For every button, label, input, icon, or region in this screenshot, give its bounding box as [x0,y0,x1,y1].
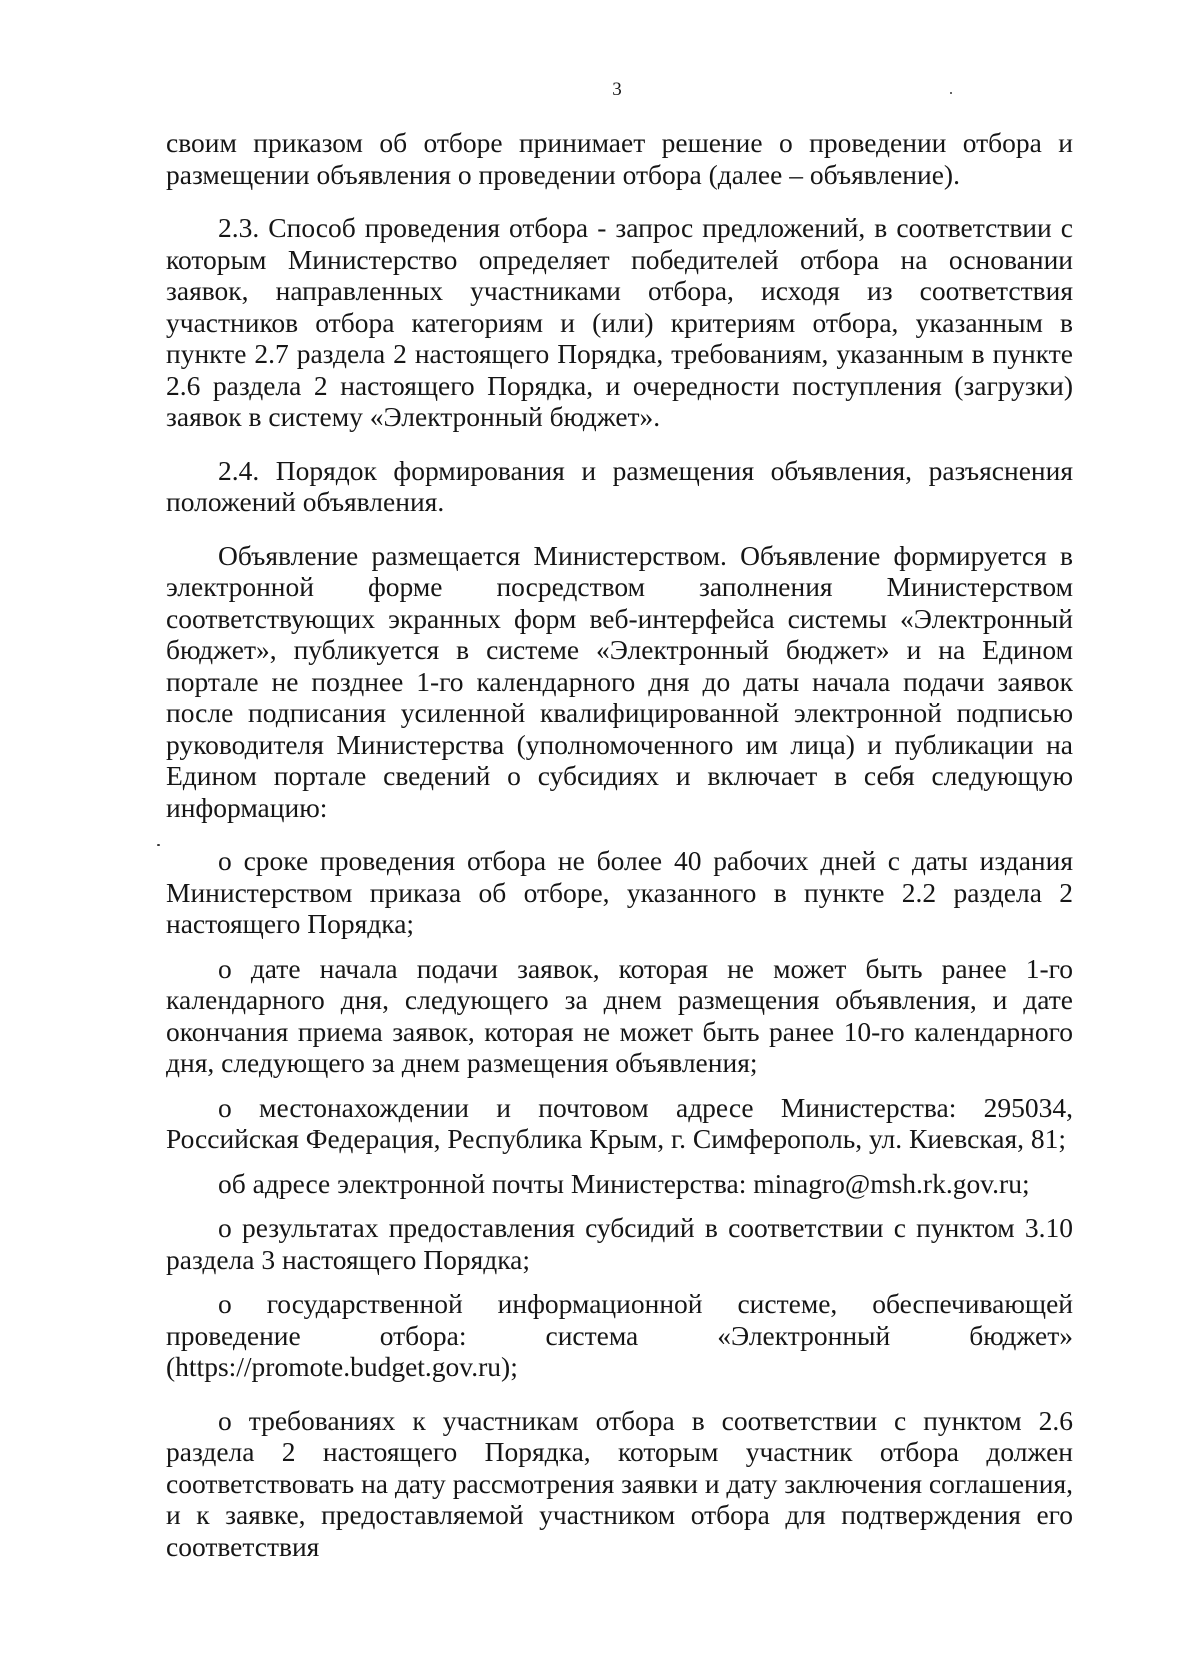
paragraph-ministry-email: об адресе электронной почты Министерства: minagro@msh.rk.gov.ru; [218,1167,1030,1199]
paragraph-information-system: о государственной информационной системе, обеспечивающей проведение отбора: система «Электронный бюджет» (https://promote.budget.gov.ru); [166,1288,1073,1382]
paragraph-ministry-address: о местонахождении и почтовом адресе Министерства: 295034, Российская Федерация, Республика Крым, г. Симферополь, ул. Киевская, 81; [166,1091,1073,1154]
document-body [166,127,1073,1562]
paragraph-2-4: 2.4. Порядок формирования и размещения объявления, разъяснения положений объявления. [166,454,1073,517]
page-number: 3 [612,79,622,100]
scan-speck [950,92,952,94]
paragraph-announcement: Объявление размещается Министерством. Объявление формируется в электронной форме посредством заполнения Министерством соответствующих экранных форм веб-интерфейса системы «Электронный бюджет», публикуется в системе «Электронный бюджет» и на Едином портале не позднее 1-го календарного дня до даты начала подачи заявок после подписания усиленной квалифицированной электронной подписью руководителя Министерства (уполномоченного им лица) и публикации на Едином портале сведений о субсидиях и включает в себя следующую информацию: [166,539,1073,823]
paragraph-2-3: 2.3. Способ проведения отбора - запрос предложений, в соответствии с которым Министерство определяет победителей отбора на основании заявок, направленных участниками отбора, исходя из соответствия участников отбора категориям и (или) критериям отбора, указанным в пункте 2.7 раздела 2 настоящего Порядка, требованиям, указанным в пункте 2.6 раздела 2 настоящего Порядка, и очередности поступления (загрузки) заявок в систему «Электронный бюджет». [166,212,1073,432]
paragraph-selection-period: о сроке проведения отбора не более 40 рабочих дней с даты издания Министерством приказа об отборе, указанного в пункте 2.2 раздела 2 настоящего Порядка; [166,845,1073,939]
paragraph-participant-requirements: о требованиях к участникам отбора в соответствии с пунктом 2.6 раздела 2 настоящего Порядка, которым участник отбора должен соответствовать на дату рассмотрения заявки и дату заключения соглашения, и к заявке, предоставляемой участником отбора для подтверждения его соответствия [166,1404,1073,1562]
paragraph-subsidy-results: о результатах предоставления субсидий в соответствии с пунктом 3.10 раздела 3 настоящего Порядка; [166,1212,1073,1275]
paragraph-application-dates: о дате начала подачи заявок, которая не может быть ранее 1-го календарного дня, следующего за днем размещения объявления, и дате окончания приема заявок, которая не может быть ранее 10-го календарного дня, следующего за днем размещения объявления; [166,952,1073,1078]
scan-speck [157,844,160,846]
paragraph-continuation: своим приказом об отборе принимает решение о проведении отбора и размещении объявления о проведении отбора (далее – объявление). [166,127,1073,190]
